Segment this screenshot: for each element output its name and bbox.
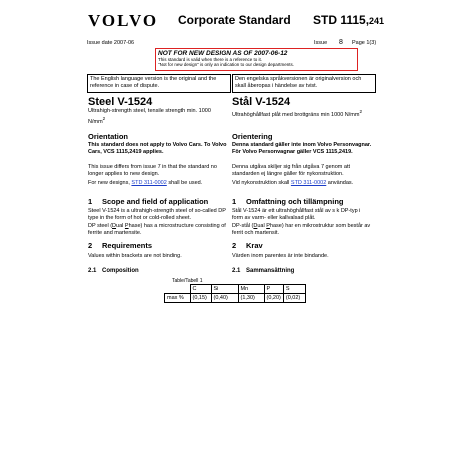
section-2-number-sv: 2 <box>232 241 237 250</box>
orientation-text-en: This issue differs from issue 7 in that the standard no longer applies to new design. <box>88 164 217 177</box>
title-sv: Stål V-1524 <box>232 96 291 108</box>
subtitle-en <box>88 108 228 126</box>
section-1-title-sv: Omfattning och tillämpning <box>246 197 344 206</box>
section-1-number-sv: 1 <box>232 197 237 206</box>
std-311-link-en[interactable]: STD 311-0002 <box>131 180 167 186</box>
dp-suffix-en: hase) has a microstructure consisting of ferrite and martensite. <box>88 223 226 236</box>
section-2-para-en: Values within brackets are not binding. <box>88 253 182 259</box>
composition-table <box>164 284 306 303</box>
section-2-number-en: 2 <box>88 241 93 250</box>
dp-ual-sv: ual <box>257 223 267 229</box>
section-2-heading-en <box>88 241 228 250</box>
orientation-bold-en: This standard does not apply to Volvo Cars. To Volvo Cars, VCS 1115,2419 applies. <box>88 142 227 155</box>
new-design-suffix-en: shall be used. <box>166 180 203 186</box>
new-design-prefix-sv: Vid nykonstruktion skall <box>232 180 291 186</box>
section-1-heading-en <box>88 197 228 206</box>
section-2-1-number-en: 2.1 <box>88 268 97 274</box>
standard-revision: 241 <box>369 16 385 26</box>
not-for-new-design-notice <box>155 48 358 71</box>
dp-prefix-sv: DP-stål ( <box>232 223 254 229</box>
table-caption: Table/Tabell 1 <box>172 278 203 284</box>
orientation-text-sv: Denna utgåva skiljer sig från utgåva 7 genom att standarden ej längre gäller för nykonstruktion. <box>232 164 351 177</box>
section-2-1-number-sv: 2.1 <box>232 268 241 274</box>
issue-date: Issue date 2007-06 <box>87 40 135 46</box>
table-row <box>165 294 306 303</box>
new-design-suffix-sv: användas. <box>326 180 354 186</box>
subtitle-en-text: Ultrahigh-strength steel, tensile strength min. 1000 N/mm <box>88 108 211 125</box>
language-note-en: The English language version is the original and the reference in case of dispute. <box>87 74 231 93</box>
notice-title: NOT FOR NEW DESIGN AS OF 2007-06-12 <box>158 50 288 57</box>
notice-line-1: This standard is valid when there is a reference to it. <box>158 57 263 62</box>
table-corner-cell <box>165 285 191 294</box>
table-cell: (0,15) <box>190 294 211 303</box>
dp-prefix-en: DP steel ( <box>88 223 113 229</box>
dp-p-sv: P <box>266 223 270 229</box>
issue-number: 8 <box>339 39 343 46</box>
table-header-cell: P <box>264 285 283 294</box>
dp-p-en: P <box>124 223 129 229</box>
section-2-heading-sv <box>232 241 372 250</box>
orientation-bold-sv: Denna standard gäller inte inom Volvo Personvagnar. För Volvo Personvagnar gäller VCS 1115,2419. <box>232 142 372 155</box>
orientation-heading-en: Orientation <box>88 132 129 141</box>
section-2-1-heading-sv <box>232 268 372 274</box>
section-1-para-2-en <box>88 223 228 237</box>
standard-number <box>313 13 384 27</box>
table-header-cell: S <box>283 285 305 294</box>
section-2-para-sv: Värden inom parentes är inte bindande. <box>232 253 329 259</box>
subtitle-en-sup: 2 <box>102 116 106 121</box>
table-header-cell: Mn <box>238 285 264 294</box>
section-1-para-1-sv: Stål V-1524 är ett ultrahöghållfast stål av s k DP-typ i form av varm- eller kallvalsad plåt. <box>232 208 361 221</box>
orientation-heading-sv: Orientering <box>232 132 273 141</box>
notice-line-2: "Not for new design" is only an indication to our design departments. <box>158 62 295 67</box>
new-design-note-en <box>88 180 228 187</box>
section-1-title-en: Scope and field of application <box>102 197 209 206</box>
table-cell: (0,40) <box>211 294 238 303</box>
subtitle-sv-sup: 2 <box>359 109 363 114</box>
table-cell: (1,30) <box>238 294 264 303</box>
dp-ual-en: ual <box>116 223 125 229</box>
new-design-prefix-en: For new designs, <box>88 180 132 186</box>
new-design-note-sv <box>232 180 372 187</box>
section-2-1-heading-en <box>88 268 228 274</box>
table-header-row <box>165 285 306 294</box>
table-header-cell: Si <box>211 285 238 294</box>
dp-d-sv: D <box>253 223 258 229</box>
table-header-cell: C <box>190 285 211 294</box>
std-311-link-sv[interactable]: STD 311-0002 <box>290 180 327 186</box>
volvo-logo: VOLVO <box>88 11 159 30</box>
section-2-1-title-sv: Sammansättning <box>246 268 295 274</box>
dp-d-en: D <box>112 223 117 229</box>
section-1-para-2-sv <box>232 223 372 237</box>
standard-number-main: STD 1115, <box>313 13 370 27</box>
title-en: Steel V-1524 <box>88 96 153 108</box>
section-1-heading-sv <box>232 197 372 206</box>
section-2-title-sv: Krav <box>246 241 263 250</box>
issue-label: Issue <box>314 40 328 46</box>
language-note-sv: Den engelska språkversionen är originalversion och skall åberopas i händelse av tvist. <box>232 74 376 93</box>
section-1-para-1-en: Steel V-1524 is a ultrahigh-strength steel of so-called DP type in the form of hot or cold-rolled sheet. <box>88 208 226 221</box>
table-cell: (0,20) <box>264 294 283 303</box>
subtitle-sv <box>232 108 372 119</box>
document-type: Corporate Standard <box>178 13 291 27</box>
dp-suffix-sv: hase) har en mikrostruktur som består av ferrit och martensit. <box>232 223 371 236</box>
table-cell: (0,02) <box>283 294 305 303</box>
table-row-label: max % <box>165 294 191 303</box>
section-1-number-en: 1 <box>88 197 93 206</box>
section-2-1-title-en: Composition <box>102 268 139 274</box>
section-2-title-en: Requirements <box>102 241 153 250</box>
subtitle-sv-text: Ultrahöghållfast plåt med brottgräns min 1000 N/mm <box>232 111 360 118</box>
page-number: Page 1(3) <box>352 40 377 46</box>
